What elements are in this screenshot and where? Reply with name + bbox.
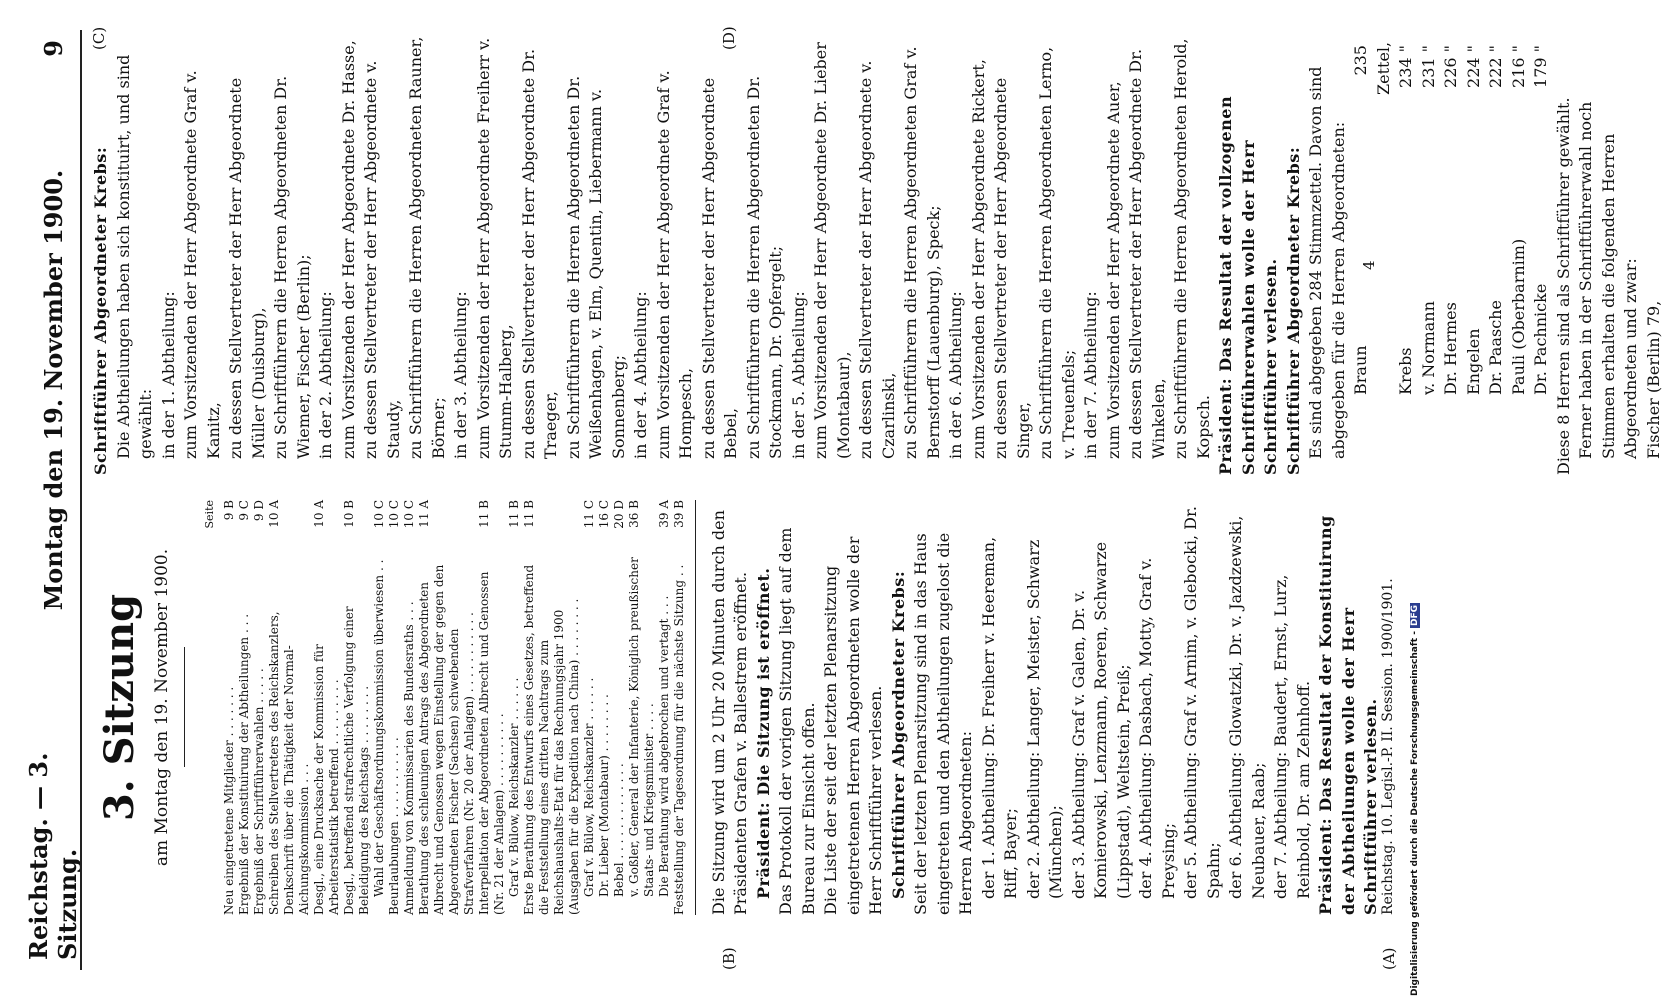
tally-votes: 179 " — [1531, 45, 1550, 88]
toc-page: 36 B — [626, 500, 641, 528]
digitization-stamp — [1410, 6, 1432, 996]
toc-text: Berathung des schleunigen Antrags des Abgeordneten Albrecht und Genossen wegen Einstellung der gegen den Abgeordneten Fischer (Sachsen) schwebenden Strafverfahren (Nr. 20 der Anlagen) . . . . . . . . . . . — [416, 564, 476, 915]
margin-mark: (B) — [720, 947, 738, 970]
speaker-paragraph: Präsident: Die Sitzung ist eröffnet. — [753, 567, 773, 899]
toc-text: Die Berathung wird abgebrochen und vertagt . . . — [656, 595, 671, 897]
tally-name: Pauli (Oberbarnim) — [1508, 238, 1528, 395]
list-item: zu Schriftführern die Herren Abgeordneten Dr. Weißenhagen, v. Elm, Quentin, Liebermann v. Sonnenberg; — [563, 75, 628, 459]
page-footer: Reichstag. 10. Legisl.-P. II. Session. 1900/1901. — [1380, 578, 1396, 915]
toc-page: 9 C — [236, 500, 251, 521]
list-item: der 3. Abtheilung: Graf v. Galen, Dr. v. Komierowski, Lenzmann, Roeren, Schwarze (Lippstadt), Weltstein, Preiß; — [1068, 541, 1133, 899]
toc-row — [507, 500, 522, 915]
toc-page: 11 B — [506, 500, 521, 528]
margin-mark: (D) — [720, 26, 738, 50]
toc-page: 11 C — [581, 500, 596, 529]
toc-row — [612, 500, 627, 915]
list-item: zu Schriftführern die Herren Abgeordneten Herold, Kopsch. — [1171, 38, 1213, 459]
body-paragraph: Die Liste der seit der letzten Plenarsitzung eingetretenen Herren Abgeordneten wolle der Herr Schriftführer verlesen. — [821, 536, 885, 915]
toc-text: Desgl., eine Drucksache der Kommission für Arbeiterstatistik betreffend . . . . . . . . . — [311, 644, 341, 915]
list-item: der 2. Abtheilung: Langer, Meister, Schwarz (München); — [1023, 539, 1065, 899]
toc-text: Neu eingetretene Mitglieder . . . . . . . — [221, 686, 236, 915]
list-item: zu dessen Stellvertreter der Herr Abgeordnete v. Czarlinski, — [856, 60, 898, 459]
list-item: in der 5. Abtheilung: — [788, 291, 808, 459]
tally-row — [1508, 35, 1531, 475]
list-item: zu Schriftführern die Herren Abgeordneten Rauner, Börner; — [406, 36, 448, 459]
toc-row — [402, 500, 417, 915]
speaker-heading: Schriftführer Abgeordneter Krebs: — [91, 146, 110, 475]
speaker-heading: Schriftführer Abgeordneter Krebs: — [1283, 146, 1303, 475]
list-item: zum Vorsitzenden der Herr Abgeordnete Rickert, — [968, 59, 988, 459]
toc-page: 11 A — [416, 500, 431, 528]
toc-text: Erste Berathung des Entwurfs eines Gesetzes, betreffend die Feststellung eines dritten Nachtrags zum Reichshaushalts-Etat für das Rechnungsjahr 1900 (Ausgaben für die Expedition nach China) . . . . . . . . — [521, 564, 581, 915]
tally-name: Dr. Pachnicke — [1531, 283, 1550, 395]
toc-row — [267, 500, 312, 915]
toc-text: Ergebniß der Konstituirung der Abtheilungen . . . — [236, 613, 251, 915]
toc-page: 16 C — [596, 500, 611, 529]
header-left: Reichstag. — 3. Sitzung. — [24, 752, 82, 960]
list-item: zum Vorsitzenden der Herr Abgeordnete Graf v. Kanitz, — [181, 70, 223, 459]
toc-row — [417, 500, 477, 915]
toc-page: 10 C — [371, 500, 386, 529]
toc-text: Anmeldung von Kommissarien des Bundesraths . . . — [401, 601, 416, 915]
tally-votes: 234 " — [1396, 45, 1415, 88]
session-title: 3. Sitzung — [96, 593, 143, 822]
running-header — [24, 40, 82, 960]
list-item: in der 4. Abtheilung: — [631, 291, 650, 459]
list-item: zu dessen Stellvertreter der Herr Abgeordnete Dr. Traeger, — [518, 48, 560, 459]
divider — [184, 648, 185, 768]
toc-row — [342, 500, 372, 915]
tally-votes: 231 " — [1418, 45, 1438, 88]
dfg-logo: DFG — [1410, 604, 1420, 626]
list-item: zu dessen Stellvertreter der Herr Abgeordnete v. Staudy, — [361, 60, 403, 459]
toc-row — [597, 500, 612, 915]
list-item: der 6. Abtheilung: Glowatzki, Dr. v. Jazdzewski, Neubauer, Raab; — [1226, 515, 1268, 899]
list-item: zu dessen Stellvertreter der Herr Abgeordnete Müller (Duisburg), — [226, 77, 268, 459]
speaker-paragraph: Präsident: Das Resultat der vollzogenen Schriftführerwahlen wolle der Herr Schriftführer verlesen. — [1216, 95, 1280, 475]
toc-row — [522, 500, 582, 915]
list-item: zu dessen Stellvertreter der Herr Abgeordnete Singer, — [991, 77, 1033, 459]
toc-page: 11 B — [476, 500, 491, 528]
toc-text: Interpellation der Abgeordneten Albrecht und Genossen (Nr. 21 der Anlagen) . . . . . . . . . . — [476, 571, 506, 915]
list-item: in der 1. Abtheilung: — [158, 291, 178, 459]
list-item: in der 7. Abtheilung: — [1081, 291, 1100, 459]
tally-name: Dr. Paasche — [1486, 300, 1505, 395]
list-item: zum Vorsitzenden der Herr Abgeordnete Dr. Hasse, — [338, 40, 358, 459]
toc-text: Bebel . . . . . . . . . . . . . — [611, 763, 626, 897]
session-date: am Montag den 19. November 1900. — [152, 548, 172, 867]
toc-text: Schreiben des Stellvertreters des Reichskanzlers, Denkschrift über die Thätigkeit der Normal-Aichungskommission . . . — [266, 611, 311, 915]
header-center: Montag den 19. November 1900. — [38, 169, 68, 611]
tally-votes: 216 " — [1508, 45, 1528, 88]
page-number: 9 — [38, 40, 68, 57]
toc-text: Ergebniß der Schriftführerwahlen . . . . . — [251, 668, 266, 915]
tally-votes: 235 Zettel, — [1351, 41, 1393, 95]
tally-row — [1350, 35, 1395, 475]
body-paragraph: Fischer (Berlin) 79, — [1643, 300, 1663, 459]
toc-text: v. Goßler, General der Infanterie, Königlich preußischer Staats- und Kriegsminister . . . . — [626, 557, 656, 897]
toc-page: 39 B — [671, 500, 686, 528]
tally-name: Dr. Hermes — [1441, 302, 1460, 395]
list-item: zum Vorsitzenden der Herr Abgeordnete Freiherr v. Stumm-Halberg, — [473, 37, 515, 459]
list-item: in der 3. Abtheilung: — [451, 291, 470, 459]
list-item: zum Vorsitzenden der Herr Abgeordnete Dr. Lieber (Montabaur), — [811, 42, 853, 459]
toc-page: 10 C — [401, 500, 416, 529]
list-item: zu Schriftführern die Herren Abgeordneten Dr. Stockmann, Dr. Opfergelt; — [743, 75, 785, 459]
toc-page: 9 B — [221, 500, 236, 521]
toc-row — [582, 500, 597, 915]
toc-text: Graf v. Bülow, Reichskanzler . . . . . . — [581, 677, 596, 897]
margin-mark: (C) — [90, 26, 108, 50]
toc-row — [627, 500, 657, 915]
toc-row — [312, 500, 342, 915]
left-column — [90, 500, 1383, 915]
toc-row — [672, 500, 687, 915]
tally-name: v. Normann — [1418, 301, 1438, 395]
list-item: der 7. Abtheilung: Baudert, Ernst, Lurz, Reinbold, Dr. am Zehnhoff. — [1271, 574, 1313, 899]
body-paragraph: Ferner haben in der Schriftführerwahl noch Stimmen erhalten die folgenden Herren Abgeordneten und zwar: — [1576, 101, 1640, 459]
body-paragraph: Diese 8 Herren sind als Schriftführer gewählt. — [1553, 97, 1573, 475]
toc-row — [222, 500, 237, 915]
tally-votes: 222 " — [1486, 45, 1505, 88]
list-item: in der 6. Abtheilung: — [946, 291, 965, 459]
body-paragraph: Die Abtheilungen haben sich konstituirt, und sind gewählt: — [113, 54, 155, 459]
toc-page: 10 A — [311, 500, 326, 528]
toc-page: 11 B — [521, 500, 536, 528]
toc-row — [657, 500, 672, 915]
list-item: in der 2. Abtheilung: — [316, 291, 335, 459]
vote-tally — [1350, 35, 1553, 475]
toc-page: 10 B — [341, 500, 356, 528]
list-item: zu dessen Stellvertreter der Herr Abgeordnete Bebel, — [698, 77, 740, 459]
list-item: der 5. Abtheilung: Graf v. Arnim, v. Glebocki, Dr. Spahn; — [1181, 506, 1223, 899]
signature-mark: 4 — [1360, 260, 1378, 270]
body-paragraph: Das Protokoll der vorigen Sitzung liegt auf dem Bureau zur Einsicht offen. — [776, 527, 818, 915]
margin-mark: (A) — [1380, 947, 1398, 970]
toc-page: 9 D — [251, 500, 266, 522]
toc-page: 20 D — [611, 500, 626, 529]
list-item: der 4. Abtheilung: Dasbach, Motty, Graf v. Preysing; — [1136, 557, 1178, 899]
speaker-paragraph: Präsident: Das Resultat der Konstituirung der Abtheilungen wolle der Herr Schriftführer verlesen. — [1316, 515, 1380, 915]
tally-row — [1463, 35, 1486, 475]
toc-text: Wahl der Geschäftsordnungskommission überwiesen . . — [371, 559, 386, 897]
toc-page: 39 A — [656, 500, 671, 528]
tally-votes: 226 " — [1441, 45, 1460, 88]
stamp-text: Digitalisierung gefördert durch die Deutsche Forschungsgemeinschaft - — [1410, 631, 1420, 996]
tally-name: Engelen — [1463, 328, 1483, 395]
body-paragraph: Es sind abgegeben 284 Stimmzettel. Davon sind abgegeben für die Herren Abgeordneten: — [1306, 66, 1348, 459]
tally-row — [1440, 35, 1463, 475]
list-item: zum Vorsitzenden der Herr Abgeordnete Auer, — [1103, 81, 1123, 459]
tally-row — [1530, 35, 1553, 475]
toc-text: Dr. Lieber (Montabaur) . . . . . . . . — [596, 694, 611, 897]
toc-row — [372, 500, 387, 915]
header-rule — [80, 30, 82, 970]
toc-text: Feststellung der Tagesordnung für die nächste Sitzung . . — [671, 564, 686, 915]
list-item: zu Schriftführern die Herren Abgeordneten Dr. Wiemer, Fischer (Berlin); — [271, 75, 313, 459]
list-item: zu Schriftführern die Herren Abgeordneten Lerno, v. Treuenfels; — [1036, 46, 1078, 459]
list-item: der 1. Abtheilung: Dr. Freiherr v. Heereman, Riff, Bayer; — [978, 536, 1020, 899]
toc-page: 10 A — [266, 500, 281, 528]
tally-row — [1485, 35, 1508, 475]
toc-header: Seite — [203, 500, 216, 529]
list-item: zu dessen Stellvertreter der Herr Abgeordnete Dr. Winkelen, — [1126, 48, 1168, 459]
toc-text: Desgl., betreffend strafrechtliche Verfolgung einer Beleidigung des Reichstags . . . . . . . . — [341, 606, 371, 915]
body-paragraph: Seit der letzten Plenarsitzung sind in das Haus eingetreten und den Abtheilungen zugelost die Herren Abgeordneten: — [911, 532, 975, 915]
list-item: zum Vorsitzenden der Herr Abgeordnete Graf v. Hompesch, — [653, 70, 695, 459]
toc-row — [252, 500, 267, 915]
toc-row — [387, 500, 402, 915]
toc-text: Beurlaubungen . . . . . . . . . . . — [386, 737, 401, 915]
toc-page: 10 C — [386, 500, 401, 529]
toc-row — [237, 500, 252, 915]
speaker-heading: Schriftführer Abgeordneter Krebs: — [888, 570, 908, 899]
list-item: zu Schriftführern die Herren Abgeordneten Graf v. Bernstorff (Lauenburg), Speck; — [901, 46, 943, 459]
tally-votes: 224 " — [1463, 45, 1483, 88]
toc-row — [477, 500, 507, 915]
table-of-contents — [222, 500, 687, 915]
tally-name: Braun — [1351, 345, 1370, 395]
body-paragraph: Die Sitzung wird um 2 Uhr 20 Minuten durch den Präsidenten Grafen v. Ballestrem eröffnet. — [708, 510, 750, 915]
tally-name: Krebs — [1396, 347, 1415, 395]
toc-text: Graf v. Bülow, Reichskanzler . . . . . . — [506, 677, 521, 897]
divider — [695, 500, 696, 915]
